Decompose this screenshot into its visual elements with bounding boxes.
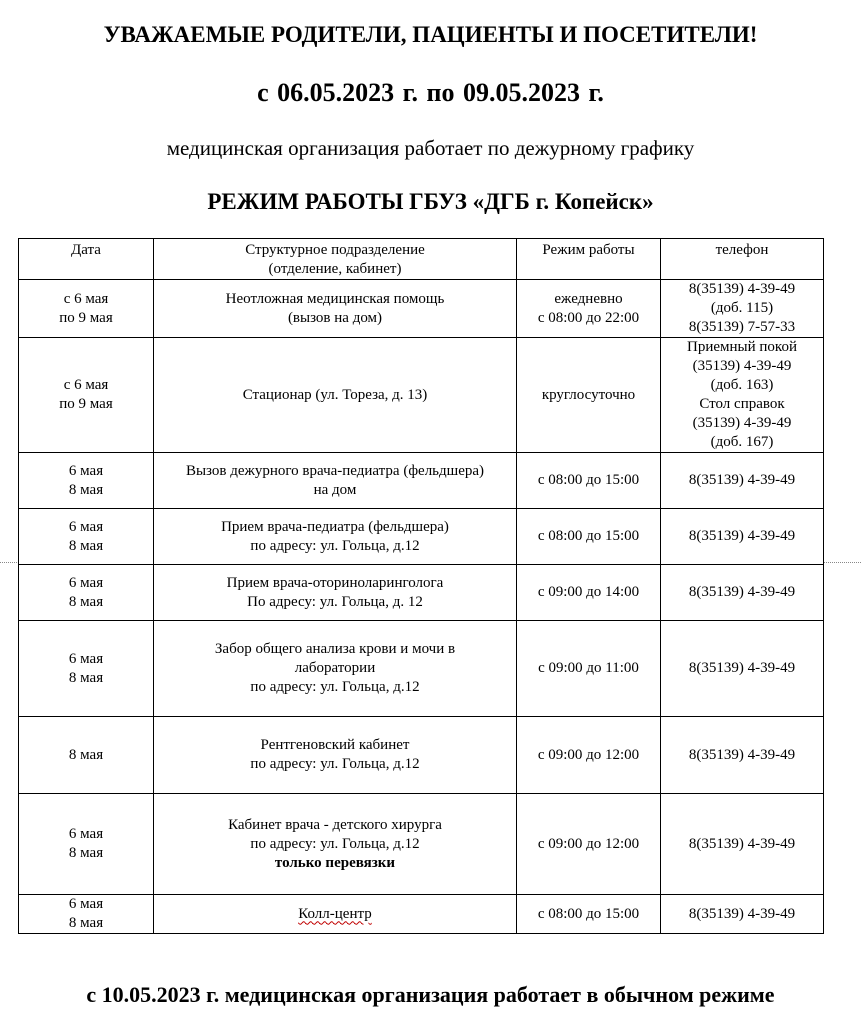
- phone-line: (35139) 4-39-49: [692, 415, 792, 431]
- date-line: 6 мая: [68, 826, 104, 842]
- department-line: Прием врача-педиатра (фельдшера): [221, 518, 449, 535]
- phone-cell: [661, 453, 824, 509]
- hours-line: с 09:00 до 14:00: [537, 584, 640, 600]
- department-line: Вызов дежурного врача-педиатра (фельдшера): [185, 462, 485, 479]
- phone-line: (доб. 167): [710, 434, 774, 450]
- phone-cell: [661, 717, 824, 794]
- phone-cell: [661, 621, 824, 717]
- hours-cell: [517, 895, 661, 934]
- date-cell: [19, 794, 154, 895]
- header-hours: Режим работы: [517, 239, 661, 280]
- phone-cell: [661, 338, 824, 453]
- department-line: Стационар (ул. Тореза, д. 13): [242, 386, 428, 403]
- phone-line: 8(35139) 4-39-49: [688, 584, 796, 600]
- department-cell: [154, 509, 517, 565]
- table-row: [19, 280, 824, 338]
- phone-line: (35139) 4-39-49: [692, 358, 792, 374]
- phone-line: 8(35139) 4-39-49: [688, 905, 796, 922]
- department-cell: [154, 895, 517, 934]
- department-line: по адресу: ул. Гольца, д.12: [250, 679, 420, 695]
- hours-cell: [517, 453, 661, 509]
- spellcheck-underlined-text: Колл-центр: [298, 905, 372, 922]
- date-line: 8 мая: [68, 915, 104, 931]
- table-row: [19, 717, 824, 794]
- phone-line: 8(35139) 4-39-49: [688, 660, 796, 676]
- department-line: Кабинет врача - детского хирурга: [228, 816, 442, 833]
- date-line: 8 мая: [68, 481, 104, 498]
- date-line: по 9 мая: [59, 396, 113, 412]
- department-line: по адресу: ул. Гольца, д.12: [250, 756, 420, 772]
- phone-line: 8(35139) 4-39-49: [688, 528, 796, 544]
- header-department-line-1: Структурное подразделение: [245, 242, 425, 258]
- hours-line: круглосуточно: [541, 386, 636, 403]
- department-line: Забор общего анализа крови и мочи в: [214, 641, 456, 657]
- table-row: [19, 509, 824, 565]
- hours-cell: [517, 509, 661, 565]
- date-cell: [19, 338, 154, 453]
- department-line: [158, 905, 512, 924]
- hours-cell: [517, 565, 661, 621]
- date-line: по 9 мая: [59, 309, 113, 326]
- hours-line: с 09:00 до 12:00: [537, 835, 640, 852]
- department-line: Неотложная медицинская помощь: [225, 290, 445, 307]
- phone-line: Стол справок: [699, 396, 785, 412]
- date-line: 8 мая: [68, 845, 104, 861]
- header-phone: телефон: [661, 239, 824, 280]
- department-cell: [154, 280, 517, 338]
- date-line: 6 мая: [68, 462, 104, 479]
- schedule-table: [18, 238, 824, 934]
- footer-note: с 10.05.2023 г. медицинская организация работает в обычном режиме: [86, 982, 775, 1007]
- date-cell: [19, 509, 154, 565]
- department-line: Рентгеновский кабинет: [260, 737, 410, 753]
- table-row: [19, 565, 824, 621]
- phone-cell: [661, 280, 824, 338]
- date-line: 6 мая: [68, 896, 104, 912]
- table-row: [19, 794, 824, 895]
- header-department: [154, 239, 517, 280]
- hours-line: с 09:00 до 11:00: [538, 660, 639, 676]
- schedule-note: медицинская организация работает по дежурному графику: [166, 136, 695, 160]
- phone-line: 8(35139) 4-39-49: [688, 835, 796, 852]
- hours-line: с 08:00 до 22:00: [537, 309, 640, 326]
- date-line: 6 мая: [68, 518, 104, 535]
- phone-line: 8(35139) 4-39-49: [688, 746, 796, 763]
- hours-cell: [517, 621, 661, 717]
- table-row: [19, 621, 824, 717]
- hours-cell: [517, 717, 661, 794]
- department-line: (вызов на дом): [287, 309, 383, 326]
- table-row: [19, 338, 824, 453]
- phone-line: 8(35139) 4-39-49: [688, 281, 796, 297]
- hours-cell: [517, 338, 661, 453]
- phone-cell: [661, 895, 824, 934]
- date-cell: [19, 621, 154, 717]
- header-date: Дата: [19, 239, 154, 280]
- hours-line: с 08:00 до 15:00: [537, 905, 640, 922]
- date-line: 6 мая: [68, 650, 104, 667]
- phone-line: Приемный покой: [687, 339, 797, 355]
- department-line: по адресу: ул. Гольца, д.12: [250, 835, 420, 852]
- date-cell: [19, 717, 154, 794]
- phone-line: (доб. 163): [710, 377, 774, 393]
- phone-cell: [661, 509, 824, 565]
- date-line: с 6 мая: [63, 290, 109, 307]
- date-line: 8 мая: [68, 537, 104, 554]
- department-line: по адресу: ул. Гольца, д.12: [250, 537, 420, 554]
- date-line: 8 мая: [68, 669, 104, 686]
- department-cell: [154, 621, 517, 717]
- table-row: [19, 453, 824, 509]
- hours-line: с 09:00 до 12:00: [537, 746, 640, 763]
- date-cell: [19, 453, 154, 509]
- date-cell: [19, 895, 154, 934]
- date-line: 8 мая: [68, 746, 104, 763]
- date-cell: [19, 565, 154, 621]
- hours-cell: [517, 280, 661, 338]
- hours-line: с 08:00 до 15:00: [537, 528, 640, 544]
- hours-line: с 08:00 до 15:00: [537, 472, 640, 488]
- department-cell: [154, 338, 517, 453]
- department-cell: [154, 717, 517, 794]
- department-line: По адресу: ул. Гольца, д. 12: [247, 593, 423, 610]
- table-header-row: [19, 239, 824, 280]
- hours-line: ежедневно: [554, 290, 623, 307]
- department-line: Прием врача-оториноларинголога: [226, 574, 444, 591]
- phone-line: (доб. 115): [710, 300, 774, 316]
- department-line: лаборатории: [294, 660, 376, 676]
- hours-cell: [517, 794, 661, 895]
- header-department-line-2: (отделение, кабинет): [268, 261, 402, 277]
- date-line: с 6 мая: [63, 377, 109, 393]
- phone-line: 8(35139) 7-57-33: [688, 319, 796, 335]
- department-line: на дом: [313, 481, 357, 498]
- department-cell: [154, 794, 517, 895]
- department-cell: [154, 565, 517, 621]
- date-cell: [19, 280, 154, 338]
- table-row: [19, 895, 824, 934]
- department-cell: [154, 453, 517, 509]
- greeting-heading: УВАЖАЕМЫЕ РОДИТЕЛИ, ПАЦИЕНТЫ И ПОСЕТИТЕЛИ!: [103, 22, 758, 47]
- date-line: 6 мая: [68, 574, 104, 591]
- phone-line: 8(35139) 4-39-49: [688, 472, 796, 488]
- phone-cell: [661, 794, 824, 895]
- date-line: 8 мая: [68, 593, 104, 610]
- phone-cell: [661, 565, 824, 621]
- period-heading: с 06.05.2023 г. по 09.05.2023 г.: [257, 78, 604, 107]
- work-mode-title: РЕЖИМ РАБОТЫ ГБУЗ «ДГБ г. Копейск»: [207, 189, 654, 214]
- department-note-bold: только перевязки: [274, 854, 396, 871]
